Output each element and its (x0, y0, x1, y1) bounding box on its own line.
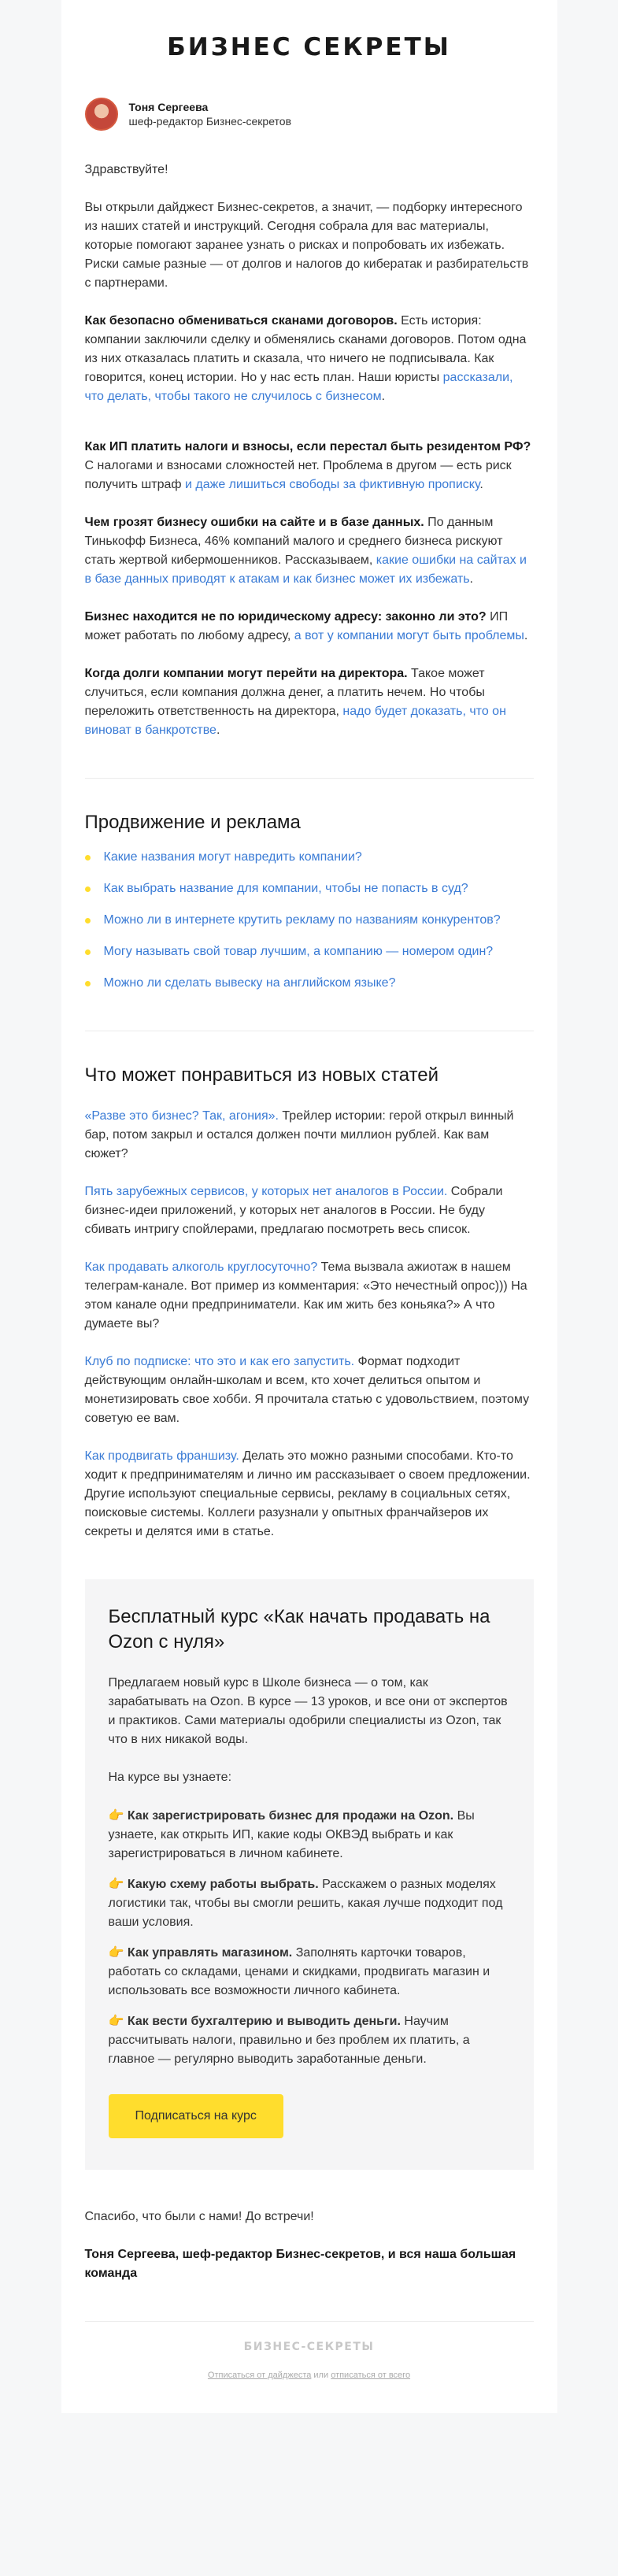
digest-item-text: Есть история: компании заключили сделку и обменялись сканами договоров. Потом одна из них отказалась платить и сказала, что ничего не подписывала. Как говорится, конец истории. Но у нас есть план. Наши юристы (84, 314, 527, 384)
course-title: Бесплатный курс «Как начать продавать на Ozon с нуля» (108, 1606, 490, 1653)
news-item (85, 1353, 534, 1428)
course-point-title: Как управлять магазином. (127, 1946, 293, 1960)
digest-item-title: Как безопасно обмениваться сканами договоров. (84, 314, 398, 328)
digest-item-tail: . (216, 724, 220, 737)
news-item-link[interactable]: «Разве это бизнес? Так, агония». (84, 1109, 279, 1123)
signature-text: Тоня Сергеева, шеф-редактор Бизнес-секретов, и вся наша большая команда (84, 2248, 516, 2280)
course-point (109, 1943, 510, 2000)
greeting-text: Здравствуйте! (84, 163, 168, 176)
news-item-text: Тема вызвала ажиотаж в нашем телеграм-канале. Вот пример из комментария: «Это нечестный опрос))) На этом канале одни предприниматели. Как им жить без коньяка?» А что думаете вы? (84, 1260, 527, 1331)
course-point-text: Заполнять карточки товаров, работать со складами, ценами и скидками, продвигать магазин и использовать все возможности личного кабинета. (108, 1946, 490, 1997)
digest-item-link[interactable]: и даже лишиться свободы за фиктивную прописку (185, 478, 480, 491)
unsubscribe-all-link[interactable]: отписаться от всего (331, 2371, 411, 2380)
news-item-link[interactable]: Клуб по подписке: что это и как его запустить. (84, 1355, 355, 1368)
digest-item-link[interactable]: какие ошибки на сайтах и в базе данных приводят к атакам и как бизнес может их избежать (84, 553, 527, 586)
digest-item-text: ИП может работать по любому адресу, (84, 610, 509, 642)
course-point (109, 2012, 510, 2069)
promo-link[interactable]: Как выбрать название для компании, чтобы не попасть в суд? (103, 882, 468, 895)
digest-item-text: По данным Тинькофф Бизнеса, 46% компаний малого и среднего бизнеса рискуют стать жертвой кибермошенников. Рассказываем, (84, 516, 503, 567)
digest-item-link[interactable]: а вот у компании могут быть проблемы (294, 629, 524, 642)
course-learn-label: На курсе вы узнаете: (108, 1771, 232, 1784)
digest-item-text: Такое может случиться, если компания должна денег, а платить нечем. Но чтобы переложить ответственность на директора, (84, 667, 485, 718)
news-section-title: Что может понравиться из новых статей (84, 1064, 439, 1086)
footer (85, 2321, 534, 2382)
course-point-title: Как зарегистрировать бизнес для продажи на Ozon. (127, 1809, 454, 1823)
promo-list-item[interactable] (85, 848, 534, 867)
email-container (61, 0, 557, 2413)
course-point-title: Как вести бухгалтерию и выводить деньги. (127, 2015, 401, 2028)
news-item (85, 1107, 534, 1164)
digest-item-title: Когда долги компании могут перейти на директора. (84, 667, 408, 680)
news-item-text: Делать это можно разными способами. Кто-то ходит к предпринимателям и лично им рассказывает о своем предложении. Другие используют специальные сервисы, рекламу в социальных сетях, поисковые системы. Коллеги разузнали у опытных франчайзеров их секреты и делятся ими в статье. (84, 1449, 531, 1538)
digest-item-text: С налогами и взносами сложностей нет. Проблема в другом — есть риск получить штраф (84, 459, 512, 491)
digest-item (85, 513, 534, 589)
digest-item-title: Чем грозят бизнесу ошибки на сайте и в базе данных. (84, 516, 424, 529)
brand-logo[interactable]: БИЗНЕС СЕКРЕТЫ (167, 33, 451, 61)
promo-link[interactable]: Какие названия могут навредить компании? (103, 850, 362, 864)
news-item-link[interactable]: Как продавать алкоголь круглосуточно? (84, 1260, 318, 1274)
promo-list-item[interactable] (85, 911, 534, 930)
news-item-text: Трейлер истории: герой открыл винный бар, потом закрыл и остался должен почти миллион рублей. Как вам сюжет? (84, 1109, 514, 1160)
author-name: Тоня Сергеева (128, 101, 209, 113)
course-intro: Предлагаем новый курс в Школе бизнеса — о том, как зарабатывать на Ozon. В курсе — 13 уроков, и все они от экспертов и практиков. Сами материалы одобрили специалисты из Ozon, так что в них никакой воды. (108, 1676, 508, 1746)
promo-list-item[interactable] (85, 974, 534, 993)
footer-links (85, 2369, 534, 2382)
news-item (85, 1183, 534, 1239)
digest-item-tail: . (381, 390, 386, 403)
news-item-link[interactable]: Пять зарубежных сервисов, у которых нет аналогов в России. (84, 1185, 448, 1198)
section-divider (85, 778, 534, 779)
digest-item-link[interactable]: надо будет доказать, что он виноват в банкротстве (84, 705, 506, 737)
promo-link[interactable]: Могу называть свой товар лучшим, а компанию — номером один? (103, 945, 494, 958)
news-item-link[interactable]: Как продвигать франшизу. (84, 1449, 239, 1463)
subscribe-course-button[interactable]: Подписаться на курс (109, 2094, 283, 2138)
digest-item (85, 438, 534, 494)
course-point-text: Расскажем о разных моделях логистики так, чтобы вы смогли решить, какая лучше подходит под ваши условия. (108, 1878, 503, 1929)
footer-or-text: или (311, 2371, 331, 2380)
promo-link[interactable]: Можно ли сделать вывеску на английском языке? (103, 976, 396, 990)
course-card (85, 1579, 534, 2170)
promo-list (85, 848, 534, 993)
pointing-hand-icon: 👉 (108, 1945, 124, 1960)
avatar (85, 98, 118, 131)
promo-section-title: Продвижение и реклама (84, 812, 301, 833)
course-point-title: Какую схему работы выбрать. (127, 1878, 319, 1891)
course-point-text: Вы узнаете, как открыть ИП, какие коды ОКВЭД выбрать и как зарегистрироваться в личном кабинете. (108, 1809, 475, 1860)
news-item-text: Собрали бизнес-идеи приложений, у которых нет аналогов в России. Не буду сбивать интригу спойлерами, предлагаю посмотреть весь список. (84, 1185, 503, 1236)
digest-item-tail: . (524, 629, 528, 642)
author-block (85, 98, 534, 131)
course-point (109, 1806, 510, 1864)
digest-item-title: Как ИП платить налоги и взносы, если перестал быть резидентом РФ? (84, 440, 531, 453)
promo-list-item[interactable] (85, 879, 534, 898)
digest-item-tail: . (479, 478, 483, 491)
intro-text: Вы открыли дайджест Бизнес-секретов, а значит, — подборку интересного из наших статей и инструкций. Сегодня собрала для вас материалы, которые помогают заранее узнать о рисках и попробовать их избежать. Риски самые разные — от долгов и налогов до кибератак и разбирательств с партнерами. (84, 201, 529, 290)
news-item-text: Формат подходит действующим онлайн-школам и всем, кто хочет делиться опытом и монетизировать свое хобби. Я прочитала статью с удовольствием, поэтому советую ее вам. (84, 1355, 530, 1425)
promo-link[interactable]: Можно ли в интернете крутить рекламу по названиям конкурентов? (103, 913, 501, 927)
outro-text: Спасибо, что были с нами! До встречи! (84, 2210, 314, 2223)
unsubscribe-digest-link[interactable]: Отписаться от дайджеста (207, 2371, 312, 2380)
digest-item-link[interactable]: рассказали, что делать, чтобы такого не случилось с бизнесом (84, 371, 513, 403)
footer-logo[interactable]: БИЗНЕС-СЕКРЕТЫ (243, 2341, 375, 2353)
pointing-hand-icon: 👉 (108, 1808, 124, 1823)
digest-item (85, 608, 534, 646)
promo-list-item[interactable] (85, 942, 534, 961)
digest-item-tail: . (469, 572, 473, 586)
course-point (109, 1875, 510, 1932)
digest-item (85, 312, 534, 406)
news-item (85, 1447, 534, 1542)
author-role: шеф-редактор Бизнес-секретов (128, 115, 292, 128)
news-item (85, 1258, 534, 1334)
pointing-hand-icon: 👉 (108, 1876, 124, 1891)
digest-item-title: Бизнес находится не по юридическому адресу: законно ли это? (84, 610, 487, 624)
pointing-hand-icon: 👉 (108, 2013, 124, 2028)
digest-item (85, 664, 534, 740)
course-point-text: Научим рассчитывать налоги, правильно и без проблем их платить, а главное — регулярно выводить заработанные деньги. (108, 2015, 470, 2066)
